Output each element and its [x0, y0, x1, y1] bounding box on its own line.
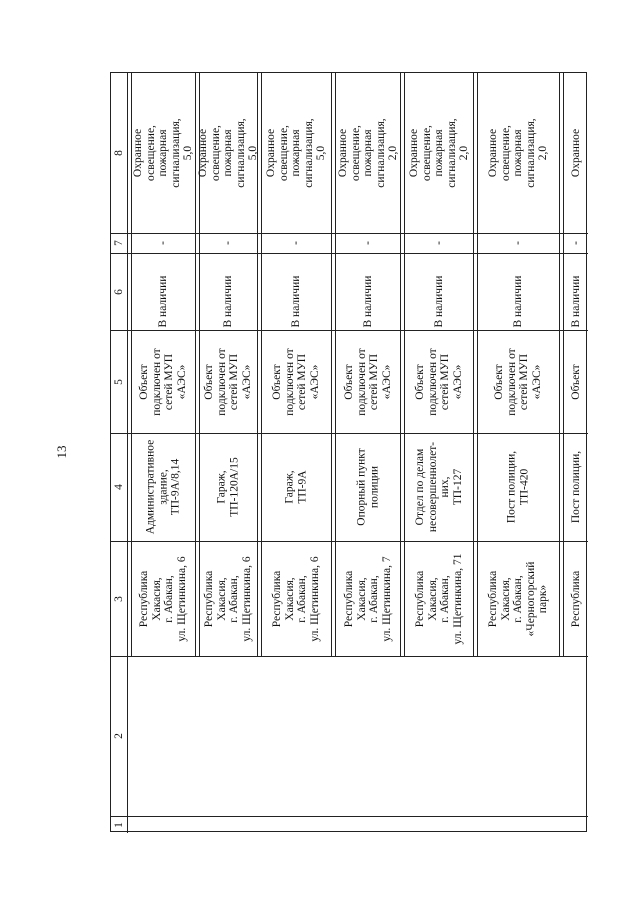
- table-cell-col7: [404, 233, 473, 253]
- table-cell-object: [261, 433, 331, 541]
- table-cell-address: [563, 541, 588, 656]
- table-cell-power-text: Объект подключен от сетей МУП «АЭС»: [138, 347, 188, 416]
- header-cell-text: 7: [112, 240, 125, 246]
- table-rule: [127, 73, 128, 833]
- table-cell-power-text: Объект подключен от сетей МУП «АЭС»: [413, 347, 463, 416]
- table-cell-power: [199, 330, 257, 433]
- table-cell-address: [335, 541, 400, 656]
- table-cell-address: [404, 541, 473, 656]
- table-cell-security-text: Охранное освещение, пожарная сигнализация, 5,0: [196, 118, 259, 188]
- table-cell-power: [131, 330, 195, 433]
- table-cell-power: [335, 330, 400, 433]
- table-rule: [111, 656, 588, 657]
- table-cell-col7-text: -: [156, 241, 169, 245]
- table-cell-status: [477, 253, 559, 330]
- header-cell-text: 2: [112, 733, 125, 739]
- table-cell-col7-text: -: [361, 241, 374, 245]
- table-cell-object-text: Пост полиции, ТП-420: [505, 450, 530, 524]
- table-cell-status: [404, 253, 473, 330]
- header-cell-text: 1: [112, 821, 125, 828]
- table-cell-object: [563, 433, 588, 541]
- table-cell-object-text: Отдел по делам несовершеннолет- них, ТП-127: [413, 441, 463, 533]
- page-number: 13: [54, 445, 69, 459]
- table-cell-object: [404, 433, 473, 541]
- header-cell-text: 6: [112, 288, 125, 295]
- table-rule: [400, 73, 401, 656]
- table-rule: [473, 73, 474, 656]
- table-cell-object-text: Гараж, ТП-9А: [283, 470, 308, 504]
- table-cell-power-text: Объект подключен от сетей МУП «АЭС»: [342, 347, 392, 416]
- table-cell-power-text: Объект подключен от сетей МУП «АЭС»: [271, 347, 321, 416]
- table-cell-power-text: Объект: [569, 363, 582, 400]
- table-cell-col7: [477, 233, 559, 253]
- table-cell-security: [261, 73, 331, 233]
- table-cell-col7: [563, 233, 588, 253]
- table-cell-address-text: Республика Хакасия, г. Абакан, ул. Щетинкина, 71: [413, 552, 463, 645]
- table-cell-address-text: Республика Хакасия, г. Абакан, «Черногорский парк»: [486, 561, 549, 636]
- table-cell-address-text: Республика Хакасия, г. Абакан, ул. Щетинкина, 6: [138, 555, 188, 642]
- table-rule: [559, 73, 560, 656]
- table-cell-security: [404, 73, 473, 233]
- header-cell-text: 4: [112, 484, 125, 490]
- table-cell-power-text: Объект подключен от сетей МУП «АЭС»: [493, 347, 543, 416]
- header-cell-text: 8: [112, 150, 125, 156]
- table-cell-col7-text: -: [432, 241, 445, 245]
- table-cell-power: [477, 330, 559, 433]
- data-table: [110, 72, 587, 832]
- table-cell-security: [477, 73, 559, 233]
- table-cell-power: [563, 330, 588, 433]
- table-cell-status-text: В наличии: [361, 275, 374, 327]
- table-cell-security-text: Охранное освещение, пожарная сигнализация, 2,0: [407, 118, 470, 188]
- table-cell-security-text: Охранное освещение, пожарная сигнализация, 5,0: [264, 118, 327, 188]
- table-cell-power: [261, 330, 331, 433]
- table-cell-status-text: В наличии: [511, 275, 524, 327]
- table-cell-security-text: Охранное: [569, 128, 582, 178]
- table-cell-security: [131, 73, 195, 233]
- table-cell-security: [563, 73, 588, 233]
- table-cell-status-text: В наличии: [432, 275, 445, 327]
- table-cell-col7: [335, 233, 400, 253]
- table-cell-address: [199, 541, 257, 656]
- table-cell-security: [196, 73, 259, 233]
- table-cell-object-text: Административное здание, ТП-9А/8,14: [144, 439, 182, 535]
- table-cell-security-text: Охранное освещение, пожарная сигнализация, 2,0: [486, 118, 549, 188]
- table-cell-object: [477, 433, 559, 541]
- table-cell-status-text: В наличии: [289, 275, 302, 327]
- table-cell-object-text: Пост полиции,: [569, 450, 582, 524]
- table-cell-status: [563, 253, 588, 330]
- table-cell-status-text: В наличии: [156, 275, 169, 327]
- table-cell-object-text: Гараж, ТП-120А/15: [215, 457, 240, 517]
- header-cell: [111, 541, 127, 656]
- table-cell-status: [199, 253, 257, 330]
- table-cell-status: [261, 253, 331, 330]
- table-cell-address: [477, 541, 559, 656]
- table-cell-security-text: Охранное освещение, пожарная сигнализация, 5,0: [131, 118, 194, 188]
- table-cell-status: [131, 253, 195, 330]
- table-cell-col7-text: -: [289, 241, 302, 245]
- header-cell: [111, 656, 127, 816]
- table-cell-power-text: Объект подключен от сетей МУП «АЭС»: [203, 347, 253, 416]
- table-cell-status: [335, 253, 400, 330]
- table-cell-col7: [199, 233, 257, 253]
- table-cell-status-text: В наличии: [221, 275, 234, 327]
- header-cell-text: 5: [112, 378, 125, 385]
- header-cell: [111, 330, 127, 433]
- table-cell-security-text: Охранное освещение, пожарная сигнализация, 2,0: [336, 118, 399, 188]
- table-cell-col7-text: -: [511, 241, 524, 245]
- header-cell: [111, 253, 127, 330]
- table-cell-address-text: Республика Хакасия, г. Абакан, ул. Щетинкина, 7: [342, 555, 392, 642]
- table-cell-power: [404, 330, 473, 433]
- header-cell: [111, 73, 127, 233]
- table-cell-address: [261, 541, 331, 656]
- table-cell-status-text: В наличии: [569, 275, 582, 327]
- header-cell-text: 3: [112, 595, 125, 602]
- table-cell-address-text: Республика Хакасия, г. Абакан, ул. Щетинкина, 6: [203, 555, 253, 642]
- table-cell-object-text: Опорный пункт полиции: [355, 448, 380, 526]
- header-cell: [111, 233, 127, 253]
- table-cell-col7-text: -: [569, 241, 582, 245]
- table-cell-object: [335, 433, 400, 541]
- table-cell-col7-text: -: [221, 241, 234, 245]
- table-cell-col7: [261, 233, 331, 253]
- header-cell: [111, 816, 127, 833]
- header-cell: [111, 433, 127, 541]
- table-cell-address-text: Республика: [569, 570, 582, 627]
- table-rule: [331, 73, 332, 656]
- table-cell-address-text: Республика Хакасия, г. Абакан, ул. Щетинкина, 6: [271, 555, 321, 642]
- table-cell-object: [199, 433, 257, 541]
- table-cell-col7: [131, 233, 195, 253]
- table-cell-object: [131, 433, 195, 541]
- table-rule: [111, 816, 588, 817]
- table-cell-address: [131, 541, 195, 656]
- table-cell-security: [335, 73, 400, 233]
